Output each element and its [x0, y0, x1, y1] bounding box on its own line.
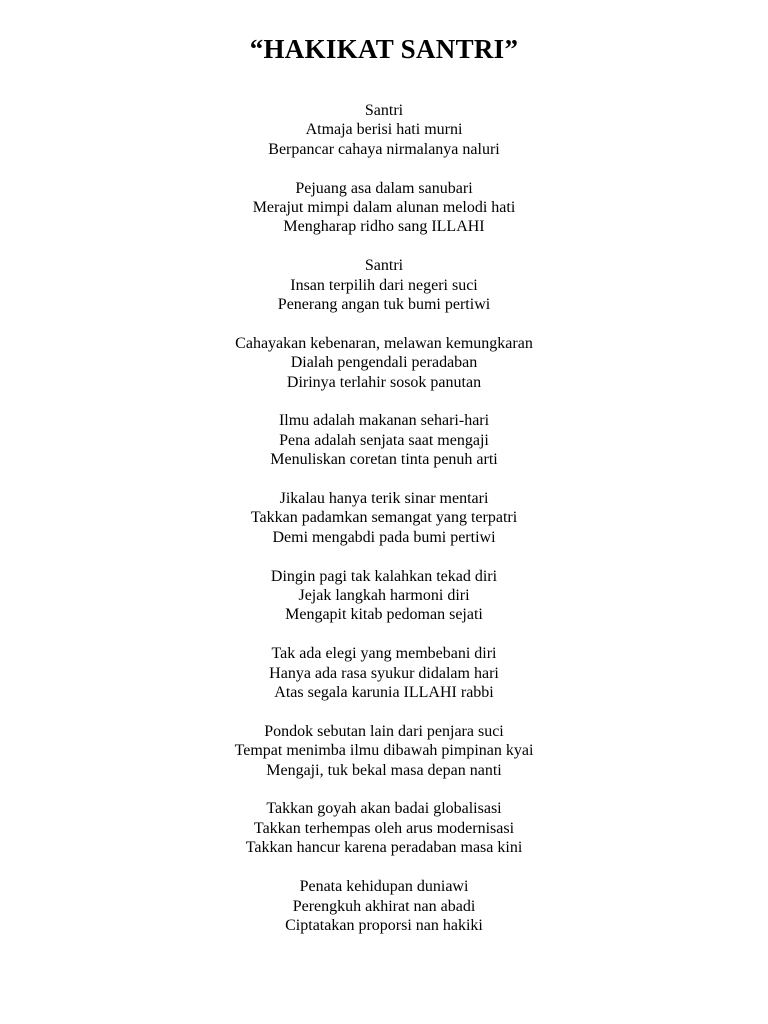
poem-body — [0, 101, 768, 955]
poem-line: Mengaji, tuk bekal masa depan nanti — [266, 761, 502, 779]
poem-line: Atmaja berisi hati murni — [305, 121, 463, 139]
poem-line: Dialah pengendali peradaban — [290, 354, 478, 372]
poem-line: Merajut mimpi dalam alunan melodi hati — [252, 199, 516, 217]
poem-stanza — [0, 179, 768, 237]
poem-stanza — [0, 334, 768, 392]
poem-line: Berpancar cahaya nirmalanya naluri — [268, 140, 500, 158]
poem-line: Tak ada elegi yang membebani diri — [271, 645, 497, 663]
poem-line: Dingin pagi tak kalahkan tekad diri — [270, 567, 498, 585]
poem-stanza — [0, 411, 768, 469]
poem-title: “HAKIKAT SANTRI” — [249, 34, 519, 64]
poem-line: Dirinya terlahir sosok panutan — [286, 373, 482, 391]
poem-line: Perengkuh akhirat nan abadi — [292, 897, 476, 915]
poem-line: Pejuang asa dalam sanubari — [295, 179, 473, 197]
poem-line: Penerang angan tuk bumi pertiwi — [277, 296, 491, 314]
poem-line: Takkan padamkan semangat yang terpatri — [250, 509, 518, 527]
poem-stanza — [0, 722, 768, 780]
poem-line: Takkan terhempas oleh arus modernisasi — [253, 819, 515, 837]
poem-line: Takkan hancur karena peradaban masa kini — [245, 839, 523, 857]
poem-line: Santri — [364, 102, 404, 119]
poem-line: Takkan goyah akan badai globalisasi — [266, 800, 502, 818]
poem-line: Santri — [364, 257, 404, 275]
poem-line: Tempat menimba ilmu dibawah pimpinan kyai — [234, 742, 534, 760]
poem-line: Cahayakan kebenaran, melawan kemungkaran — [235, 334, 533, 352]
poem-line: Jikalau hanya terik sinar mentari — [279, 490, 489, 508]
poem-stanza — [0, 101, 768, 159]
poem-line: Ciptatakan proporsi nan hakiki — [285, 916, 483, 934]
poem-line: Demi mengabdi pada bumi pertiwi — [272, 528, 496, 546]
poem-stanza — [0, 489, 768, 547]
poem-stanza — [0, 644, 768, 702]
poem-stanza — [0, 256, 768, 314]
poem-line: Atas segala karunia ILLAHI rabbi — [274, 684, 494, 702]
poem-stanza — [0, 567, 768, 625]
poem-line: Ilmu adalah makanan sehari-hari — [278, 412, 490, 430]
poem-stanza — [0, 877, 768, 935]
poem-line: Pena adalah senjata saat mengaji — [279, 431, 489, 449]
poem-line: Menuliskan coretan tinta penuh arti — [270, 451, 498, 469]
poem-line: Mengapit kitab pedoman sejati — [285, 606, 483, 624]
poem-line: Insan terpilih dari negeri suci — [290, 276, 478, 294]
poem-line: Penata kehidupan duniawi — [299, 878, 469, 896]
poem-line: Pondok sebutan lain dari penjara suci — [264, 722, 504, 740]
poem-stanza — [0, 799, 768, 857]
poem-line: Jejak langkah harmoni diri — [298, 587, 470, 605]
poem-line: Mengharap ridho sang ILLAHI — [283, 218, 485, 236]
poem-line: Hanya ada rasa syukur didalam hari — [269, 664, 499, 682]
